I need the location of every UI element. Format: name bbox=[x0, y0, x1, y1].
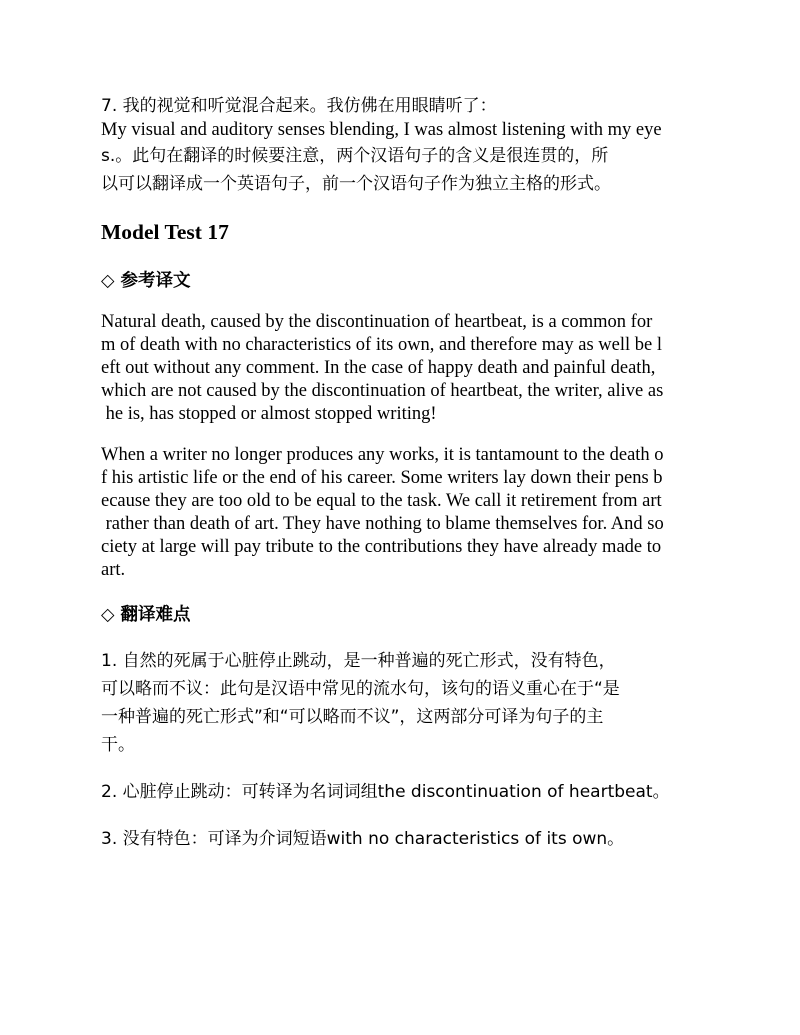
reference-paragraph-1 bbox=[101, 311, 701, 426]
paragraph-line: f his artistic life or the end of his career. Some writers lay down their pens b bbox=[101, 468, 663, 488]
difficulty-point-2: 2. 心脏停止跳动：可转译为名词词组the discontinuation of heartbeat。 bbox=[101, 782, 670, 802]
paragraph-line: he is, has stopped or almost stopped writing! bbox=[101, 404, 437, 424]
item-7-line-4: 以可以翻译成一个英语句子，前一个汉语句子作为独立主格的形式。 bbox=[101, 174, 611, 194]
item-7-line-2: My visual and auditory senses blending, I was almost listening with my eye bbox=[101, 120, 662, 140]
paragraph-line: which are not caused by the discontinuation of heartbeat, the writer, alive as bbox=[101, 381, 664, 401]
paragraph-line: rather than death of art. They have nothing to blame themselves for. And so bbox=[101, 514, 664, 534]
point-line: 干。 bbox=[101, 735, 135, 755]
paragraph-line: ciety at large will pay tribute to the contributions they have already made to bbox=[101, 537, 662, 557]
translation-difficulties-heading: ◇ 翻译难点 bbox=[101, 605, 191, 625]
paragraph-line: ecause they are too old to be equal to the task. We call it retirement from art bbox=[101, 491, 662, 511]
item-7-line-1: 7. 我的视觉和听觉混合起来。我仿佛在用眼睛听了： bbox=[101, 96, 497, 116]
item-7 bbox=[101, 93, 701, 198]
reference-translation-heading: ◇ 参考译文 bbox=[101, 271, 191, 291]
reference-paragraph-2 bbox=[101, 444, 701, 582]
point-line: 1. 自然的死属于心脏停止跳动，是一种普遍的死亡形式，没有特色， bbox=[101, 651, 616, 671]
paragraph-line: eft out without any comment. In the case of happy death and painful death, bbox=[101, 358, 656, 378]
difficulty-point-3: 3. 没有特色：可译为介词短语with no characteristics of its own。 bbox=[101, 829, 625, 849]
paragraph-line: m of death with no characteristics of its own, and therefore may as well be l bbox=[101, 335, 662, 355]
item-7-line-3: s.。此句在翻译的时候要注意，两个汉语句子的含义是很连贯的，所 bbox=[101, 146, 609, 166]
paragraph-line: When a writer no longer produces any works, it is tantamount to the death o bbox=[101, 445, 664, 465]
document-page bbox=[101, 93, 701, 853]
paragraph-line: art. bbox=[101, 560, 126, 580]
model-test-title: Model Test 17 bbox=[101, 220, 229, 244]
paragraph-line: Natural death, caused by the discontinuation of heartbeat, is a common for bbox=[101, 312, 653, 332]
point-line: 可以略而不议：此句是汉语中常见的流水句，该句的语义重心在于“是 bbox=[101, 679, 620, 699]
point-line: 一种普遍的死亡形式”和“可以略而不议”，这两部分可译为句子的主 bbox=[101, 707, 604, 727]
difficulty-point-1 bbox=[101, 647, 701, 759]
